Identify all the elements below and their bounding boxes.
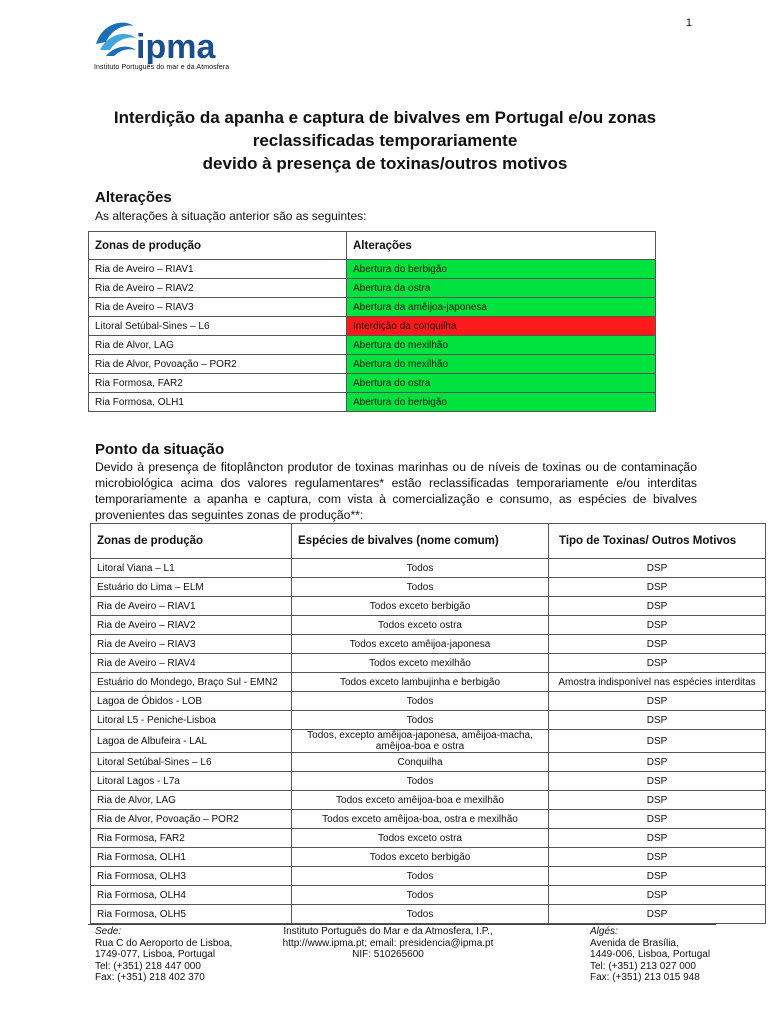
footer-line: 1449-006, Lisboa, Portugal xyxy=(590,949,711,960)
tipo-cell: DSP xyxy=(549,753,766,772)
table-row xyxy=(91,578,766,597)
footer-left xyxy=(95,926,232,984)
column-header: Espécies de bivalves (nome comum) xyxy=(292,524,549,559)
zona-cell: Ria de Alvor, LAG xyxy=(89,336,347,355)
logo-subtitle: Instituto Português do mar e da Atmosfera xyxy=(94,64,230,71)
table-row xyxy=(89,317,656,336)
footer-line: 1749-077, Lisboa, Portugal xyxy=(95,949,216,960)
tipo-cell: Amostra indisponível nas espécies interditas xyxy=(549,673,766,692)
table-row xyxy=(91,673,766,692)
zona-cell: Ria de Aveiro – RIAV2 xyxy=(91,616,292,635)
tipo-cell: DSP xyxy=(549,654,766,673)
table-header-row xyxy=(89,232,656,260)
alteracao-cell: Interdição da conquilha xyxy=(347,317,656,336)
alteracao-cell: Abertura do berbigão xyxy=(347,393,656,412)
especies-cell: Todos exceto amêijoa-japonesa xyxy=(292,635,549,654)
especies-cell: Todos exceto ostra xyxy=(292,616,549,635)
footer-line: Algés: xyxy=(590,926,618,937)
alteracoes-heading: Alterações xyxy=(95,189,172,206)
especies-cell: Todos xyxy=(292,905,549,924)
footer-line: Avenida de Brasília, xyxy=(590,937,679,949)
table-header-row xyxy=(91,524,766,559)
footer-line: Tel: (+351) 213 027 000 xyxy=(590,960,696,972)
tipo-cell: DSP xyxy=(549,730,766,753)
table-row xyxy=(91,616,766,635)
zona-cell: Litoral Setúbal-Sines – L6 xyxy=(91,753,292,772)
zona-cell: Ria de Alvor, LAG xyxy=(91,791,292,810)
table-row xyxy=(91,559,766,578)
ipma-logo xyxy=(92,16,267,76)
column-header: Zonas de produção xyxy=(89,232,347,260)
svg-text:ipma: ipma xyxy=(136,28,216,64)
ipma-logo-mark xyxy=(92,16,267,64)
tipo-cell: DSP xyxy=(549,711,766,730)
especies-cell: Todos exceto ostra xyxy=(292,829,549,848)
table-row xyxy=(89,374,656,393)
table-row xyxy=(89,355,656,374)
document-title xyxy=(80,106,690,175)
zona-cell: Litoral Viana – L1 xyxy=(91,559,292,578)
zona-cell: Ria de Aveiro – RIAV3 xyxy=(89,298,347,317)
zona-cell: Lagoa de Albufeira - LAL xyxy=(91,730,292,753)
table-row xyxy=(89,393,656,412)
zona-cell: Litoral Lagos - L7a xyxy=(91,772,292,791)
zona-cell: Ria de Aveiro – RIAV2 xyxy=(89,279,347,298)
footer-line: Fax: (+351) 213 015 948 xyxy=(590,972,700,983)
table-row xyxy=(91,886,766,905)
zona-cell: Ria de Aveiro – RIAV1 xyxy=(89,260,347,279)
zona-cell: Ria de Alvor, Povoação – POR2 xyxy=(91,810,292,829)
alteracao-cell: Abertura da amêijoa-japonesa xyxy=(347,298,656,317)
zona-cell: Ria Formosa, FAR2 xyxy=(89,374,347,393)
zona-cell: Lagoa de Óbidos - LOB xyxy=(91,692,292,711)
table-row xyxy=(89,298,656,317)
column-header: Zonas de produção xyxy=(91,524,292,559)
tipo-cell: DSP xyxy=(549,886,766,905)
especies-cell: Todos xyxy=(292,692,549,711)
zona-cell: Ria de Aveiro – RIAV4 xyxy=(91,654,292,673)
tipo-cell: DSP xyxy=(549,597,766,616)
zona-cell: Litoral L5 - Peniche-Lisboa xyxy=(91,711,292,730)
zona-cell: Estuário do Lima – ELM xyxy=(91,578,292,597)
especies-cell: Todos exceto berbigão xyxy=(292,597,549,616)
zona-cell: Estuário do Mondego, Braço Sul - EMN2 xyxy=(91,673,292,692)
tipo-cell: DSP xyxy=(549,635,766,654)
alteracao-cell: Abertura do ostra xyxy=(347,374,656,393)
situacao-table xyxy=(90,523,766,924)
zona-cell: Ria de Alvor, Povoação – POR2 xyxy=(89,355,347,374)
table-row xyxy=(91,654,766,673)
footer-line: Tel: (+351) 218 447 000 xyxy=(95,960,201,972)
zona-cell: Litoral Setúbal-Sines – L6 xyxy=(89,317,347,336)
especies-cell: Todos xyxy=(292,886,549,905)
especies-cell: Todos xyxy=(292,772,549,791)
table-row xyxy=(91,772,766,791)
zona-cell: Ria de Aveiro – RIAV1 xyxy=(91,597,292,616)
tipo-cell: DSP xyxy=(549,867,766,886)
zona-cell: Ria Formosa, OLH3 xyxy=(91,867,292,886)
footer-divider xyxy=(88,924,716,925)
especies-cell: Todos exceto amêijoa-boa e mexilhão xyxy=(292,791,549,810)
table-row xyxy=(91,692,766,711)
especies-cell: Todos, excepto amêijoa-japonesa, amêijoa-macha, amêijoa-boa e ostra xyxy=(292,730,549,753)
especies-cell: Todos xyxy=(292,559,549,578)
tipo-cell: DSP xyxy=(549,829,766,848)
especies-cell: Todos exceto amêijoa-boa, ostra e mexilhão xyxy=(292,810,549,829)
especies-cell: Todos exceto lambujinha e berbigão xyxy=(292,673,549,692)
ponto-paragraph: Devido à presença de fitoplâncton produtor de toxinas marinhas ou de níveis de toxinas ou de contaminação microbiológica acima dos valores regulamentares* estão reclassificadas temporariamente e/ou interditas temporariamente a apanha e captura, com vista à comercialização e consumo, as espécies de bivalves provenientes das seguintes zonas de produção**: xyxy=(95,460,697,522)
footer-right xyxy=(590,926,710,984)
zona-cell: Ria Formosa, OLH1 xyxy=(91,848,292,867)
table-row xyxy=(89,279,656,298)
table-row xyxy=(89,260,656,279)
table-row xyxy=(91,635,766,654)
table-row xyxy=(91,810,766,829)
tipo-cell: DSP xyxy=(549,905,766,924)
zona-cell: Ria de Aveiro – RIAV3 xyxy=(91,635,292,654)
alteracao-cell: Abertura da ostra xyxy=(347,279,656,298)
ponto-heading: Ponto da situação xyxy=(95,441,225,458)
tipo-cell: DSP xyxy=(549,616,766,635)
tipo-cell: DSP xyxy=(549,578,766,597)
table-row xyxy=(91,848,766,867)
table-row xyxy=(91,905,766,924)
footer-line: Sede: xyxy=(95,926,122,937)
footer-center xyxy=(278,926,498,961)
table-row xyxy=(91,711,766,730)
alteracoes-table xyxy=(88,231,656,412)
alteracoes-intro: As alterações à situação anterior são as seguintes: xyxy=(95,209,367,223)
alteracao-cell: Abertura do mexilhão xyxy=(347,336,656,355)
tipo-cell: DSP xyxy=(549,692,766,711)
especies-cell: Todos xyxy=(292,578,549,597)
tipo-cell: DSP xyxy=(549,559,766,578)
especies-cell: Conquilha xyxy=(292,753,549,772)
page-number: 1 xyxy=(685,17,692,29)
table-row xyxy=(91,791,766,810)
column-header: Alterações xyxy=(347,232,656,260)
table-row xyxy=(91,753,766,772)
footer-line: Instituto Português do Mar e da Atmosfera, I.P., xyxy=(283,926,493,937)
especies-cell: Todos xyxy=(292,867,549,886)
table-row xyxy=(91,730,766,753)
title-line-2: reclassificadas temporariamente xyxy=(252,131,518,150)
footer-line: Fax: (+351) 218 402 370 xyxy=(95,972,205,983)
table-row xyxy=(89,336,656,355)
title-line-1: Interdição da apanha e captura de bivalves em Portugal e/ou zonas xyxy=(113,108,657,127)
tipo-cell: DSP xyxy=(549,791,766,810)
footer-line: NIF: 510265600 xyxy=(352,949,424,960)
column-header: Tipo de Toxinas/ Outros Motivos xyxy=(549,524,766,559)
zona-cell: Ria Formosa, OLH1 xyxy=(89,393,347,412)
footer-line: Rua C do Aeroporto de Lisboa, xyxy=(95,937,233,949)
zona-cell: Ria Formosa, FAR2 xyxy=(91,829,292,848)
zona-cell: Ria Formosa, OLH4 xyxy=(91,886,292,905)
title-line-3: devido à presença de toxinas/outros motivos xyxy=(202,154,568,173)
table-row xyxy=(91,829,766,848)
alteracao-cell: Abertura do mexilhão xyxy=(347,355,656,374)
tipo-cell: DSP xyxy=(549,810,766,829)
especies-cell: Todos exceto berbigão xyxy=(292,848,549,867)
especies-cell: Todos exceto mexilhão xyxy=(292,654,549,673)
alteracao-cell: Abertura do berbigão xyxy=(347,260,656,279)
zona-cell: Ria Formosa, OLH5 xyxy=(91,905,292,924)
table-row xyxy=(91,867,766,886)
footer-line: http://www.ipma.pt; email: presidencia@ipma.pt xyxy=(282,937,494,949)
tipo-cell: DSP xyxy=(549,772,766,791)
table-row xyxy=(91,597,766,616)
especies-cell: Todos xyxy=(292,711,549,730)
tipo-cell: DSP xyxy=(549,848,766,867)
